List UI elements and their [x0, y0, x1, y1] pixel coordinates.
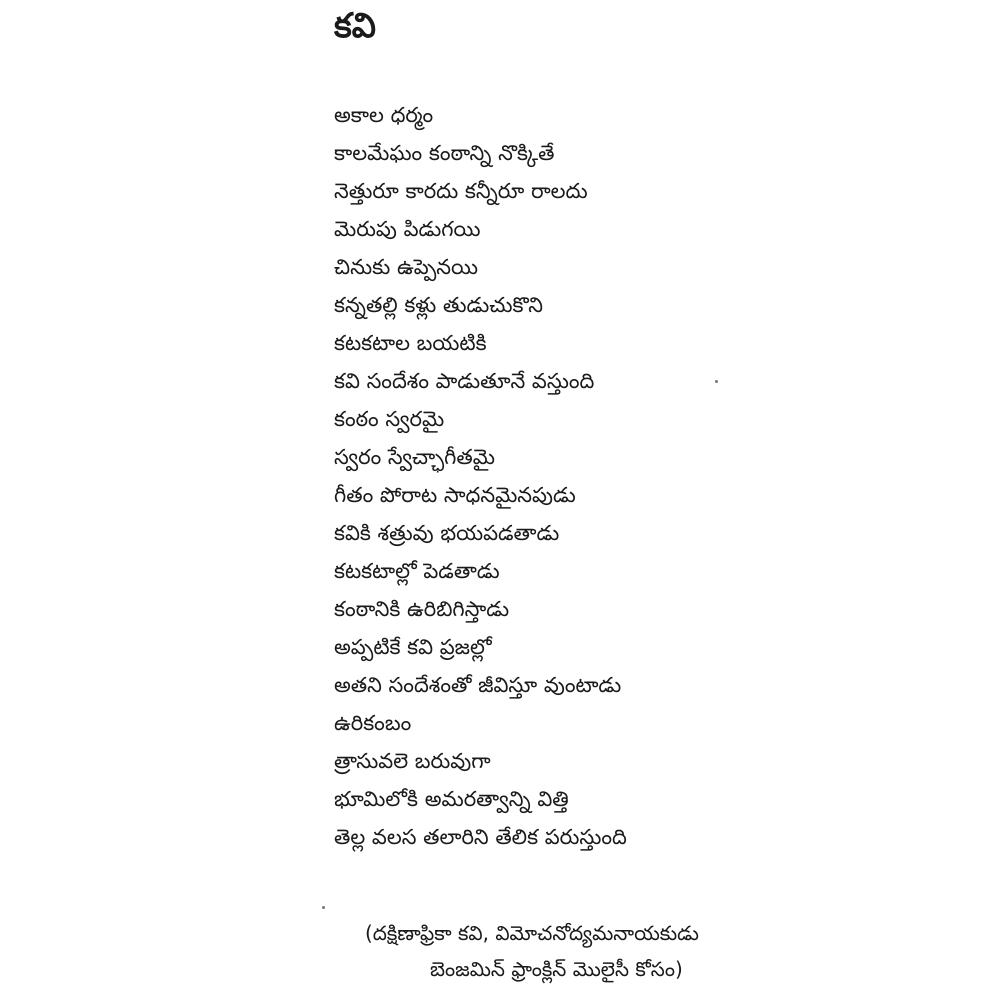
poem-line: స్వరం స్వేచ్ఛాగీతమై — [334, 445, 495, 469]
scan-speck — [322, 906, 325, 909]
poem-line: అప్పటికే కవి ప్రజల్లో — [334, 635, 492, 659]
attribution-line-2: బెంజమిన్ ఫ్రాంక్లిన్ మొలైసీ కోసం) — [430, 957, 683, 981]
poem-line: ఉరికంబం — [334, 711, 412, 735]
scan-speck — [715, 380, 718, 383]
poem-line: కన్నతల్లి కళ్లు తుడుచుకొని — [334, 293, 543, 317]
poem-line: కాలమేఘం కంఠాన్ని నొక్కితే — [334, 141, 555, 165]
poem-body — [334, 96, 627, 856]
poem-line: కంఠం స్వరమై — [334, 407, 445, 431]
poem-line: కవి సందేశం పాడుతూనే వస్తుంది — [334, 369, 595, 393]
poem-line: త్రాసువలె బరువుగా — [334, 749, 491, 773]
poem-line: మెరుపు పిడుగయి — [334, 217, 481, 241]
poem-line: గీతం పోరాట సాధనమైనపుడు — [334, 483, 576, 507]
poem-line: భూమిలోకి అమరత్వాన్ని విత్తి — [334, 787, 569, 811]
poem-line: అకాల ధర్మం — [334, 103, 434, 127]
poem-line: చినుకు ఉప్పెనయి — [334, 255, 479, 279]
poem-title: కవి — [334, 6, 376, 46]
poem-line: కటకటాల్లో పెడతాడు — [334, 559, 500, 583]
poem-line: నెత్తురూ కారదు కన్నీరూ రాలదు — [334, 179, 588, 203]
attribution-line-1: (దక్షిణాఫ్రికా కవి, విమోచనోద్యమనాయకుడు — [365, 921, 699, 945]
poem-line: తెల్ల వలస తలారిని తేలిక పరుస్తుంది — [334, 825, 627, 849]
poem-line: కవికి శత్రువు భయపడతాడు — [334, 521, 560, 545]
poem-line: అతని సందేశంతో జీవిస్తూ వుంటాడు — [334, 673, 622, 697]
poem-line: కంఠానికి ఉరిబిగిస్తాడు — [334, 597, 510, 621]
poem-line: కటకటాల బయటికి — [334, 331, 487, 355]
